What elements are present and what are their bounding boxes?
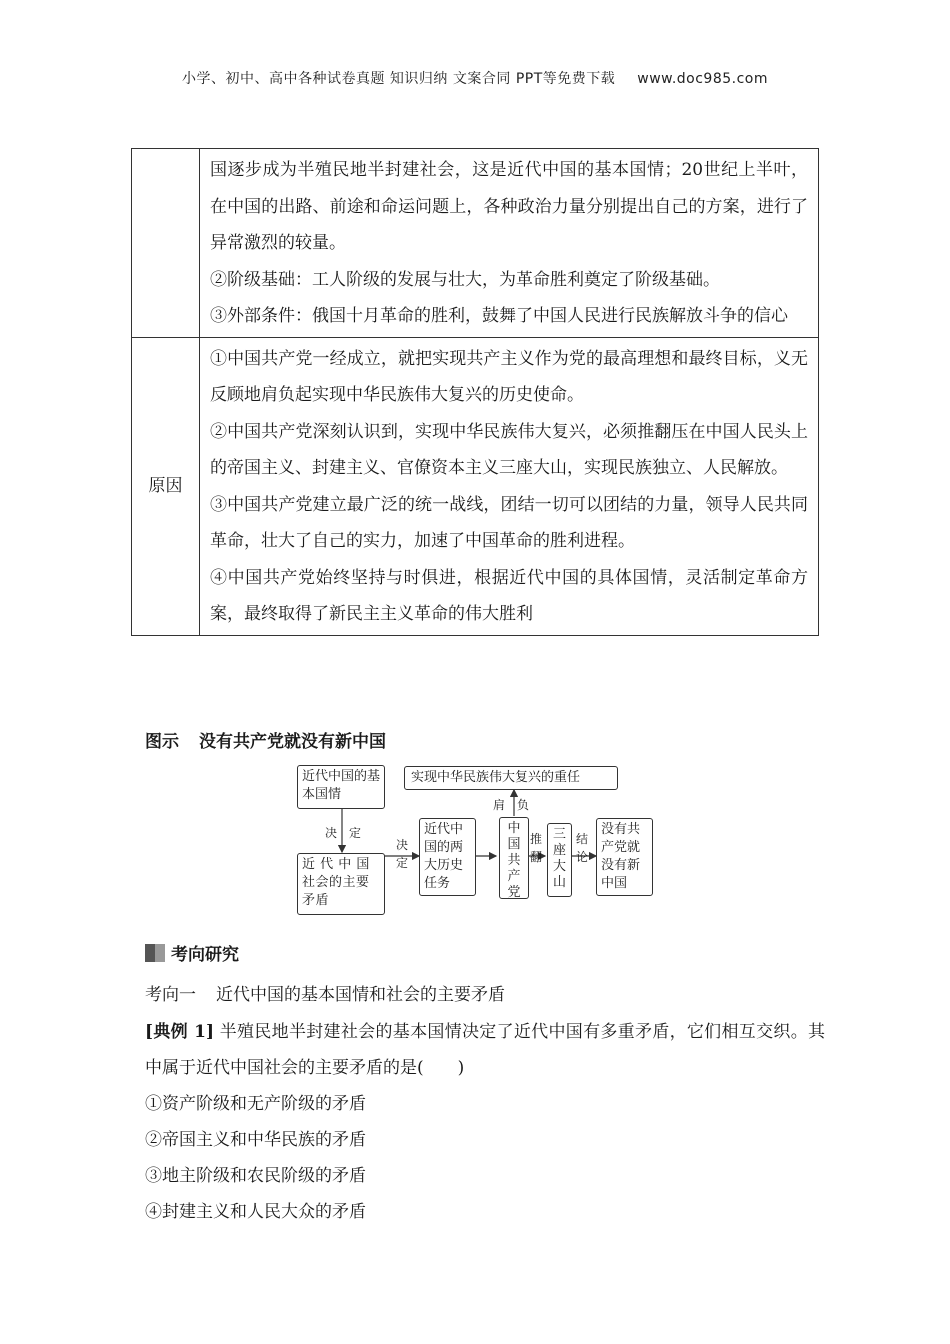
reasons-table <box>131 148 819 636</box>
row-label-empty <box>132 149 200 338</box>
section-title: 考向研究 <box>171 945 239 965</box>
edge-label-conclude: 结论 <box>576 832 589 864</box>
edge-label-overthrow: 推翻 <box>530 832 543 864</box>
option-item: ④封建主义和人民大众的矛盾 <box>145 1202 366 1222</box>
stem-text: 半殖民地半封建社会的基本国情决定了近代中国有多重矛盾，它们相互交织。其中属于近代中国社会的主要矛盾的是( ) <box>145 1022 825 1078</box>
figure-caption-prefix: 图示 <box>145 732 179 752</box>
example-tag: [典例 1] <box>145 1022 215 1042</box>
table-line: 国逐步成为半殖民地半封建社会，这是近代中国的基本国情；20世纪上半叶，在中国的出路、前途和命运问题上，各种政治力量分别提出自己的方案，进行了异常激烈的较量。 <box>210 160 808 253</box>
direction-title: 近代中国的基本国情和社会的主要矛盾 <box>216 985 505 1005</box>
node-historical-tasks: 近代中国的两大历史任务 <box>419 818 476 896</box>
table-row <box>132 337 819 635</box>
option-item: ③地主阶级和农民阶级的矛盾 <box>145 1166 366 1186</box>
table-line: ③中国共产党建立最广泛的统一战线，团结一切可以团结的力量，领导人民共同革命，壮大了自己的实力，加速了中国革命的胜利进程。 <box>210 494 808 551</box>
section-marker-icon <box>145 944 165 962</box>
question-direction <box>145 980 825 1005</box>
node-main-contradiction: 近 代 中 国社会的主要矛盾 <box>297 853 385 915</box>
figure-caption-title: 没有共产党就没有新中国 <box>199 732 386 752</box>
edge-label-shoulder: 肩 负 <box>493 798 530 812</box>
edge-label-decide-vertical: 决 定 <box>325 826 362 840</box>
header-text: 小学、初中、高中各种试卷真题 知识归纳 文案合同 PPT等免费下载 <box>181 71 616 87</box>
table-line: ④中国共产党始终坚持与时俱进，根据近代中国的具体国情，灵活制定革命方案，最终取得了新民主主义革命的伟大胜利 <box>210 567 808 624</box>
row-label-reason: 原因 <box>132 337 200 635</box>
page-header <box>0 68 950 88</box>
table-line: ③外部条件：俄国十月革命的胜利，鼓舞了中国人民进行民族解放斗争的信心 <box>210 306 788 326</box>
edge-label-decide: 决定 <box>396 838 409 870</box>
node-communist-party: 中国共产党 <box>499 817 529 899</box>
option-item: ①资产阶级和无产阶级的矛盾 <box>145 1094 366 1114</box>
node-three-mountains: 三座大山 <box>547 823 572 897</box>
flow-diagram <box>292 760 660 920</box>
node-conclusion: 没有共产党就没有新中国 <box>596 818 653 896</box>
row-content <box>200 149 819 338</box>
table-line: ①中国共产党一经成立，就把实现共产主义作为党的最高理想和最终目标，义无反顾地肩负起实现中华民族伟大复兴的历史使命。 <box>210 348 808 405</box>
table-row <box>132 149 819 338</box>
table-line: ②阶级基础：工人阶级的发展与壮大，为革命胜利奠定了阶级基础。 <box>210 269 720 290</box>
direction-prefix: 考向一 <box>145 985 196 1005</box>
header-url[interactable]: www.doc985.com <box>637 71 769 87</box>
option-item: ②帝国主义和中华民族的矛盾 <box>145 1130 366 1150</box>
node-basic-conditions: 近代中国的基本国情 <box>297 765 385 809</box>
table-line: ②中国共产党深刻认识到，实现中华民族伟大复兴，必须推翻压在中国人民头上的帝国主义、封建主义、官僚资本主义三座大山，实现民族独立、人民解放。 <box>210 421 808 478</box>
node-rejuvenation-mission: 实现中华民族伟大复兴的重任 <box>404 766 618 790</box>
figure-caption <box>145 727 386 752</box>
question-stem <box>145 1014 825 1086</box>
section-heading <box>145 940 239 965</box>
row-content <box>200 337 819 635</box>
